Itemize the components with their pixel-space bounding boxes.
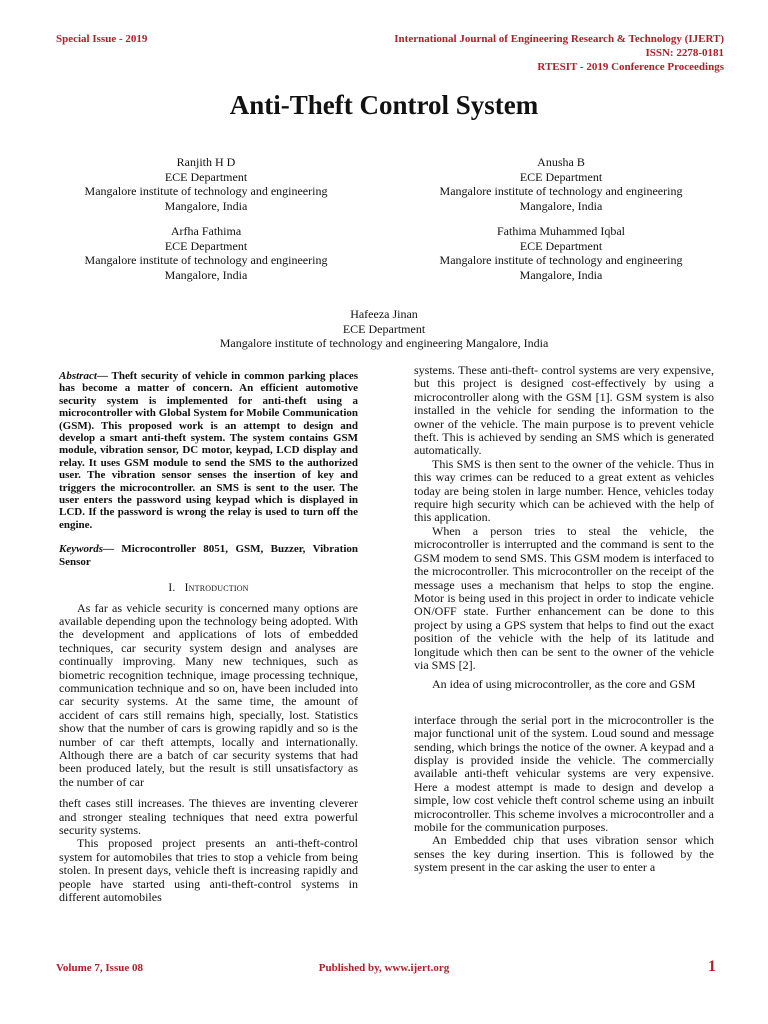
author-loc: Mangalore, India bbox=[519, 267, 603, 282]
section-title: Introduction bbox=[184, 582, 249, 595]
abstract bbox=[59, 370, 358, 531]
header-special-issue bbox=[56, 32, 147, 46]
paper-title: Anti-Theft Control System bbox=[229, 90, 539, 120]
header-journal-info bbox=[394, 32, 724, 74]
right-paragraph-1: systems. These anti-theft- control systems are very expensive, but this project is designed cost-effectively by using a microcontroller along with the GSM [1]. GSM system is also installed in the vehicle for sending the information to the owner of the vehicle. The main purpose is to prevent vehicle theft. This is achieved by sending an SMS which is generated automatically. bbox=[414, 363, 714, 458]
journal-name: International Journal of Engineering Research & Technology (IJERT) bbox=[394, 33, 724, 45]
footer-volume: Volume 7, Issue 08 bbox=[56, 962, 143, 974]
section-heading-introduction bbox=[59, 582, 358, 595]
author-dept: ECE Department bbox=[164, 238, 248, 253]
abstract-text: — Theft security of vehicle in common parking places has become a matter of concern. An efficient automotive security system is implemented for anti-theft using a microcontroller with Global System for Mobile Communication (GSM). This proposed work is an attempt to design and develop a smart anti-theft system. The system contains GSM module, vibration sensor, DC motor, keypad, LCD display and relay. It uses GSM module to send the SMS to the authorized user. The vibration sensor senses the insertion of key and triggers the microcontroller. an SMS is sent to the user. The user enters the password using keypad which is displayed in LCD. If the password is wrong the relay is used to turn off the engine. bbox=[59, 370, 358, 531]
author-block-1 bbox=[56, 155, 356, 213]
author-loc: Mangalore, India bbox=[164, 267, 248, 282]
author-inst: Mangalore institute of technology and engineering bbox=[439, 184, 683, 198]
author-loc: Mangalore, India bbox=[519, 198, 603, 213]
author-dept: ECE Department bbox=[519, 169, 603, 184]
right-paragraph-5: interface through the serial port in the microcontroller is the major functional unit of the system. Loud sound and message sending, which brings the notice of the owner. A keypad and a display is provided inside the vehicle. The commercially available anti-theft vehicular systems are very expensive. Here a modest attempt is made to design and develop a simple, low cost vehicle theft control scheme using an inbuilt microcontroller. This scheme involves a microcontroller and a mobile for the communication purposes. bbox=[414, 712, 714, 834]
right-paragraph-6: An Embedded chip that uses vibration sensor which senses the key during insertion. This is followed by the system present in the car asking the user to enter a bbox=[414, 833, 714, 875]
author-name: Ranjith H D bbox=[176, 155, 236, 169]
keywords bbox=[59, 543, 358, 568]
right-paragraph-2: This SMS is then sent to the owner of the vehicle. Thus in this way crimes can be reduced to a great extent as vehicles today are being stolen in large number. Hence, vehicles today require high security which can be achieved with the help of this application. bbox=[414, 456, 714, 525]
proceedings: RTESIT - 2019 Conference Proceedings bbox=[537, 61, 724, 73]
keywords-label: Keywords bbox=[59, 543, 103, 556]
page-number: 1 bbox=[708, 958, 716, 975]
right-paragraph-3: When a person tries to steal the vehicle, the microcontroller is interrupted and the command is sent to the GSM modem to send SMS. This GSM modem is interfaced to the microcontroller. This microcontroller on the receipt of the message uses a mechanism that helps to stop the engine. Motor is being used in this project in order to indicate vehicle ON/OFF state. Further enhancement can be done to this project by using a GPS system that helps to find out the exact position of the vehicle with the help of its latitude and longitude which then can be sent to the owner of the vehicle via SMS [2]. bbox=[414, 523, 714, 672]
keywords-text: — Microcontroller 8051, GSM, Buzzer, Vibration Sensor bbox=[59, 543, 358, 568]
section-number: I. bbox=[168, 582, 176, 595]
intro-paragraph-2: This proposed project presents an anti-theft-control system for automobiles that tries to stop a vehicle from being stolen. In present days, vehicle theft is increasing rapidly and people have started using anti-theft-control systems in different automobiles bbox=[59, 836, 358, 905]
author-name: Arfha Fathima bbox=[170, 224, 242, 238]
author-inst: Mangalore institute of technology and engineering bbox=[84, 184, 328, 198]
right-column bbox=[414, 364, 714, 875]
author-block-4 bbox=[411, 224, 711, 282]
special-issue-label: Special Issue - 2019 bbox=[56, 33, 148, 45]
abstract-label: Abstract bbox=[59, 370, 97, 382]
author-block-5 bbox=[0, 307, 768, 351]
author-block-2 bbox=[411, 155, 711, 213]
author-block-3 bbox=[56, 224, 356, 282]
right-paragraph-4: An idea of using microcontroller, as the core and GSM bbox=[432, 677, 696, 692]
footer-publisher: Published by, www.ijert.org bbox=[318, 962, 450, 974]
issn: ISSN: 2278-0181 bbox=[645, 47, 724, 59]
author-name: Fathima Muhammed Iqbal bbox=[497, 224, 625, 238]
author-name: Hafeeza Jinan bbox=[350, 307, 418, 321]
author-dept: ECE Department bbox=[164, 169, 248, 184]
intro-paragraph-1-continued: theft cases still increases. The thieves are inventing cleverer and stronger stealing techniques that need extra powerful security systems. bbox=[59, 796, 358, 837]
author-dept: ECE Department bbox=[519, 238, 603, 253]
author-dept: ECE Department bbox=[342, 321, 426, 336]
author-inst: Mangalore institute of technology and engineering Mangalore, India bbox=[219, 336, 549, 350]
author-name: Anusha B bbox=[537, 155, 585, 169]
author-inst: Mangalore institute of technology and engineering bbox=[84, 253, 328, 267]
intro-paragraph-1: As far as vehicle security is concerned many options are available depending upon the technology being adopted. With the development and applications of lots of embedded techniques, car security system design and analyses are continually improving. Many new techniques, such as biometric recognition technique, image processing technique, communication technique and so on, have been included into car security systems. At the same time, the amount of accident of cars still remains high, specially, lost. Statistics show that the number of cars is growing rapidly and so is the number of car theft attempts, locally and internationally. Although there are a batch of car security systems that had been produced lately, but the result is still unsatisfactory as the number of car bbox=[59, 600, 358, 789]
author-inst: Mangalore institute of technology and engineering bbox=[439, 253, 683, 267]
author-loc: Mangalore, India bbox=[164, 198, 248, 213]
left-column bbox=[59, 370, 358, 904]
